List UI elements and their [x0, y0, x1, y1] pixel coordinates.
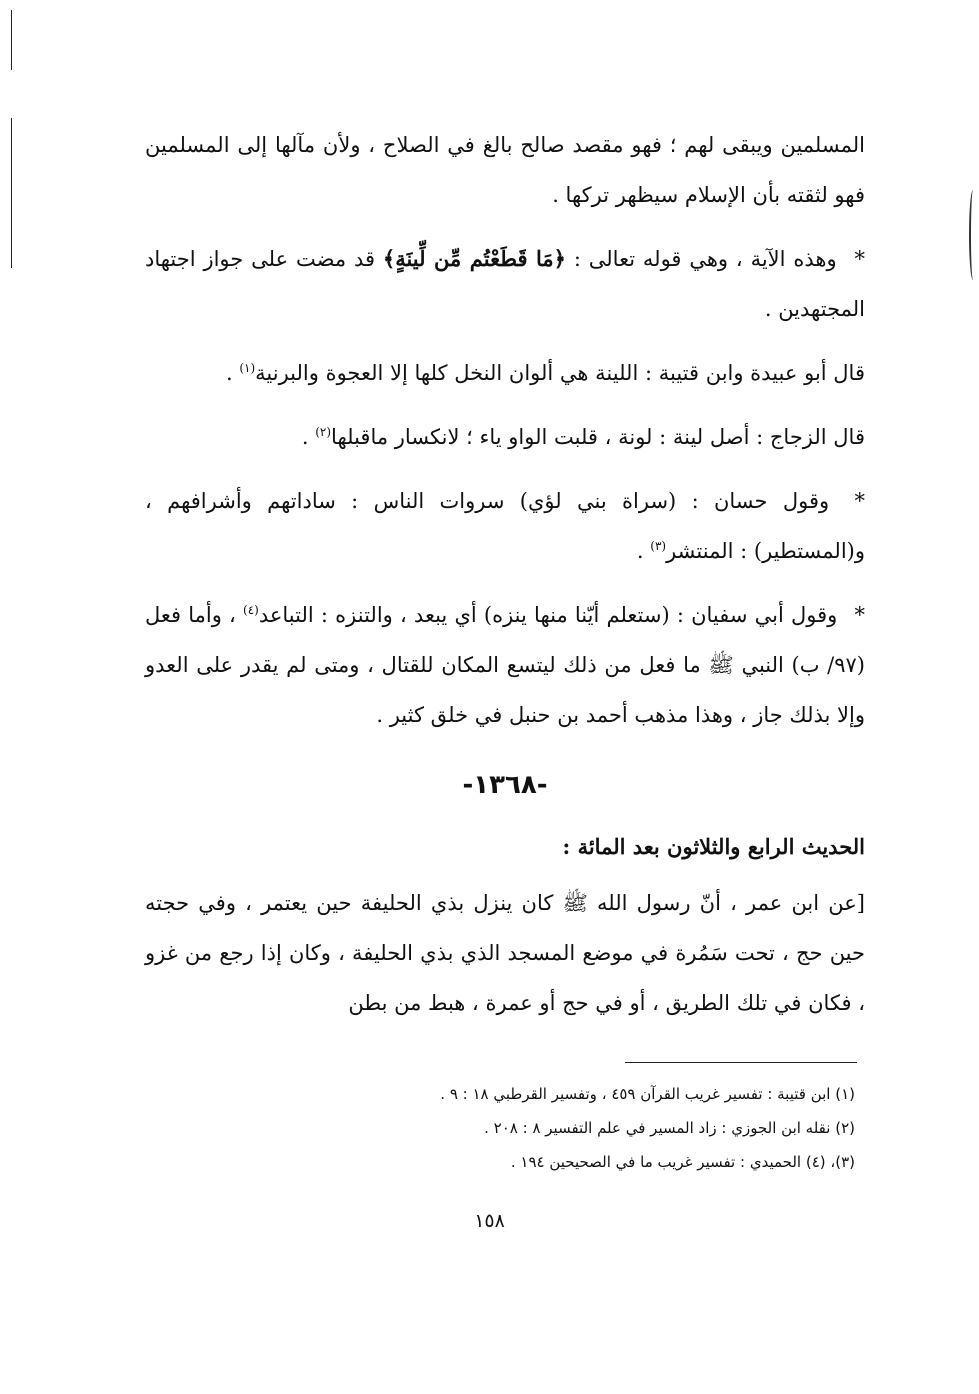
page-curl-mark	[969, 190, 977, 280]
text-run: وقول حسان : (سراة بني لؤي) سروات الناس : ساداتهم وأشرافهم ، و(المستطير) : المنتشر	[145, 489, 865, 563]
star-bullet-icon: *	[854, 247, 865, 271]
footnote-ref: (٢)	[315, 425, 332, 439]
text-run: ، وأما فعل (٩٧/ ب) النبي ﷺ ما فعل من ذلك ليتسع المكان للقتال ، ومتى لم يقدر على العدو وإلا بذلك جاز ، وهذا مذهب أحمد بن حنبل في خلق كثير .	[145, 603, 865, 727]
footnote-ref: (٣)	[650, 539, 667, 553]
page-number: ١٥٨	[474, 1210, 505, 1232]
hadith-text: [عن ابن عمر ، أنّ رسول الله ﷺ كان ينزل بذي الحليفة حين يعتمر ، وفي حجته حين حج ، تحت سَمُرة في موضع المسجد الذي بذي الحليفة ، وكان إذا رجع من غزو ، فكان في تلك الطريق ، أو في حج أو عمرة ، هبط من بطن	[145, 891, 865, 1015]
paragraph-1: المسلمين ويبقى لهم ؛ فهو مقصد صالح بالغ في الصلاح ، ولأن مآلها إلى المسلمين فهو لثقته بأن الإسلام سيظهر تركها .	[145, 133, 865, 207]
footnote-3: (٣)، (٤) الحميدي : تفسير غريب ما في الصحيحين ١٩٤ .	[510, 1153, 855, 1171]
text-run: .	[301, 425, 316, 449]
text-run: وهذه الآية ، وهي قوله تعالى :	[573, 247, 837, 271]
paragraph-abu-ubayda	[145, 348, 865, 398]
scan-edge-mark	[11, 118, 12, 268]
footnote-ref: (١)	[239, 361, 256, 375]
scan-edge-mark	[11, 10, 12, 70]
hadith-number: -١٣٦٨-	[462, 770, 548, 800]
text-run: وقول أبي سفيان : (ستعلم أيّنا منها ينزه) أي يبعد ، والتنزه : التباعد	[258, 603, 838, 627]
text-run: قال أبو عبيدة وابن قتيبة : اللينة هي ألوان النخل كلها إلا العجوة والبرنية	[255, 361, 865, 385]
quran-quote: ﴿مَا قَطَعْتُم مِّن لِّينَةٍ﴾	[382, 246, 566, 271]
paragraph-verse-note	[145, 234, 865, 334]
text-run: قال الزجاج : أصل لينة : لونة ، قلبت الواو ياء ؛ لانكسار ماقبلها	[331, 425, 865, 449]
page-body	[145, 120, 865, 1028]
star-bullet-icon: *	[854, 489, 865, 513]
text-run: .	[225, 361, 240, 385]
text-run: قد مضت على جواز اجتهاد المجتهدين .	[145, 247, 865, 321]
footnote-2: (٢) نقله ابن الجوزي : زاد المسير في علم التفسير ٨ : ٢٠٨ .	[484, 1119, 855, 1137]
star-bullet-icon: *	[854, 603, 865, 627]
footnotes	[340, 1077, 855, 1179]
text-run: .	[636, 539, 651, 563]
footnote-ref: (٤)	[243, 603, 259, 617]
paragraph-hassan	[145, 476, 865, 576]
footnote-divider	[625, 1062, 857, 1063]
paragraph-zajjaj	[145, 412, 865, 462]
paragraph-abu-sufyan	[145, 590, 865, 740]
footnote-1: (١) ابن قتيبة : تفسير غريب القرآن ٤٥٩ ، وتفسير القرطبي ١٨ : ٩ .	[440, 1085, 855, 1103]
section-heading: الحديث الرابع والثلاثون بعد المائة :	[562, 834, 865, 859]
